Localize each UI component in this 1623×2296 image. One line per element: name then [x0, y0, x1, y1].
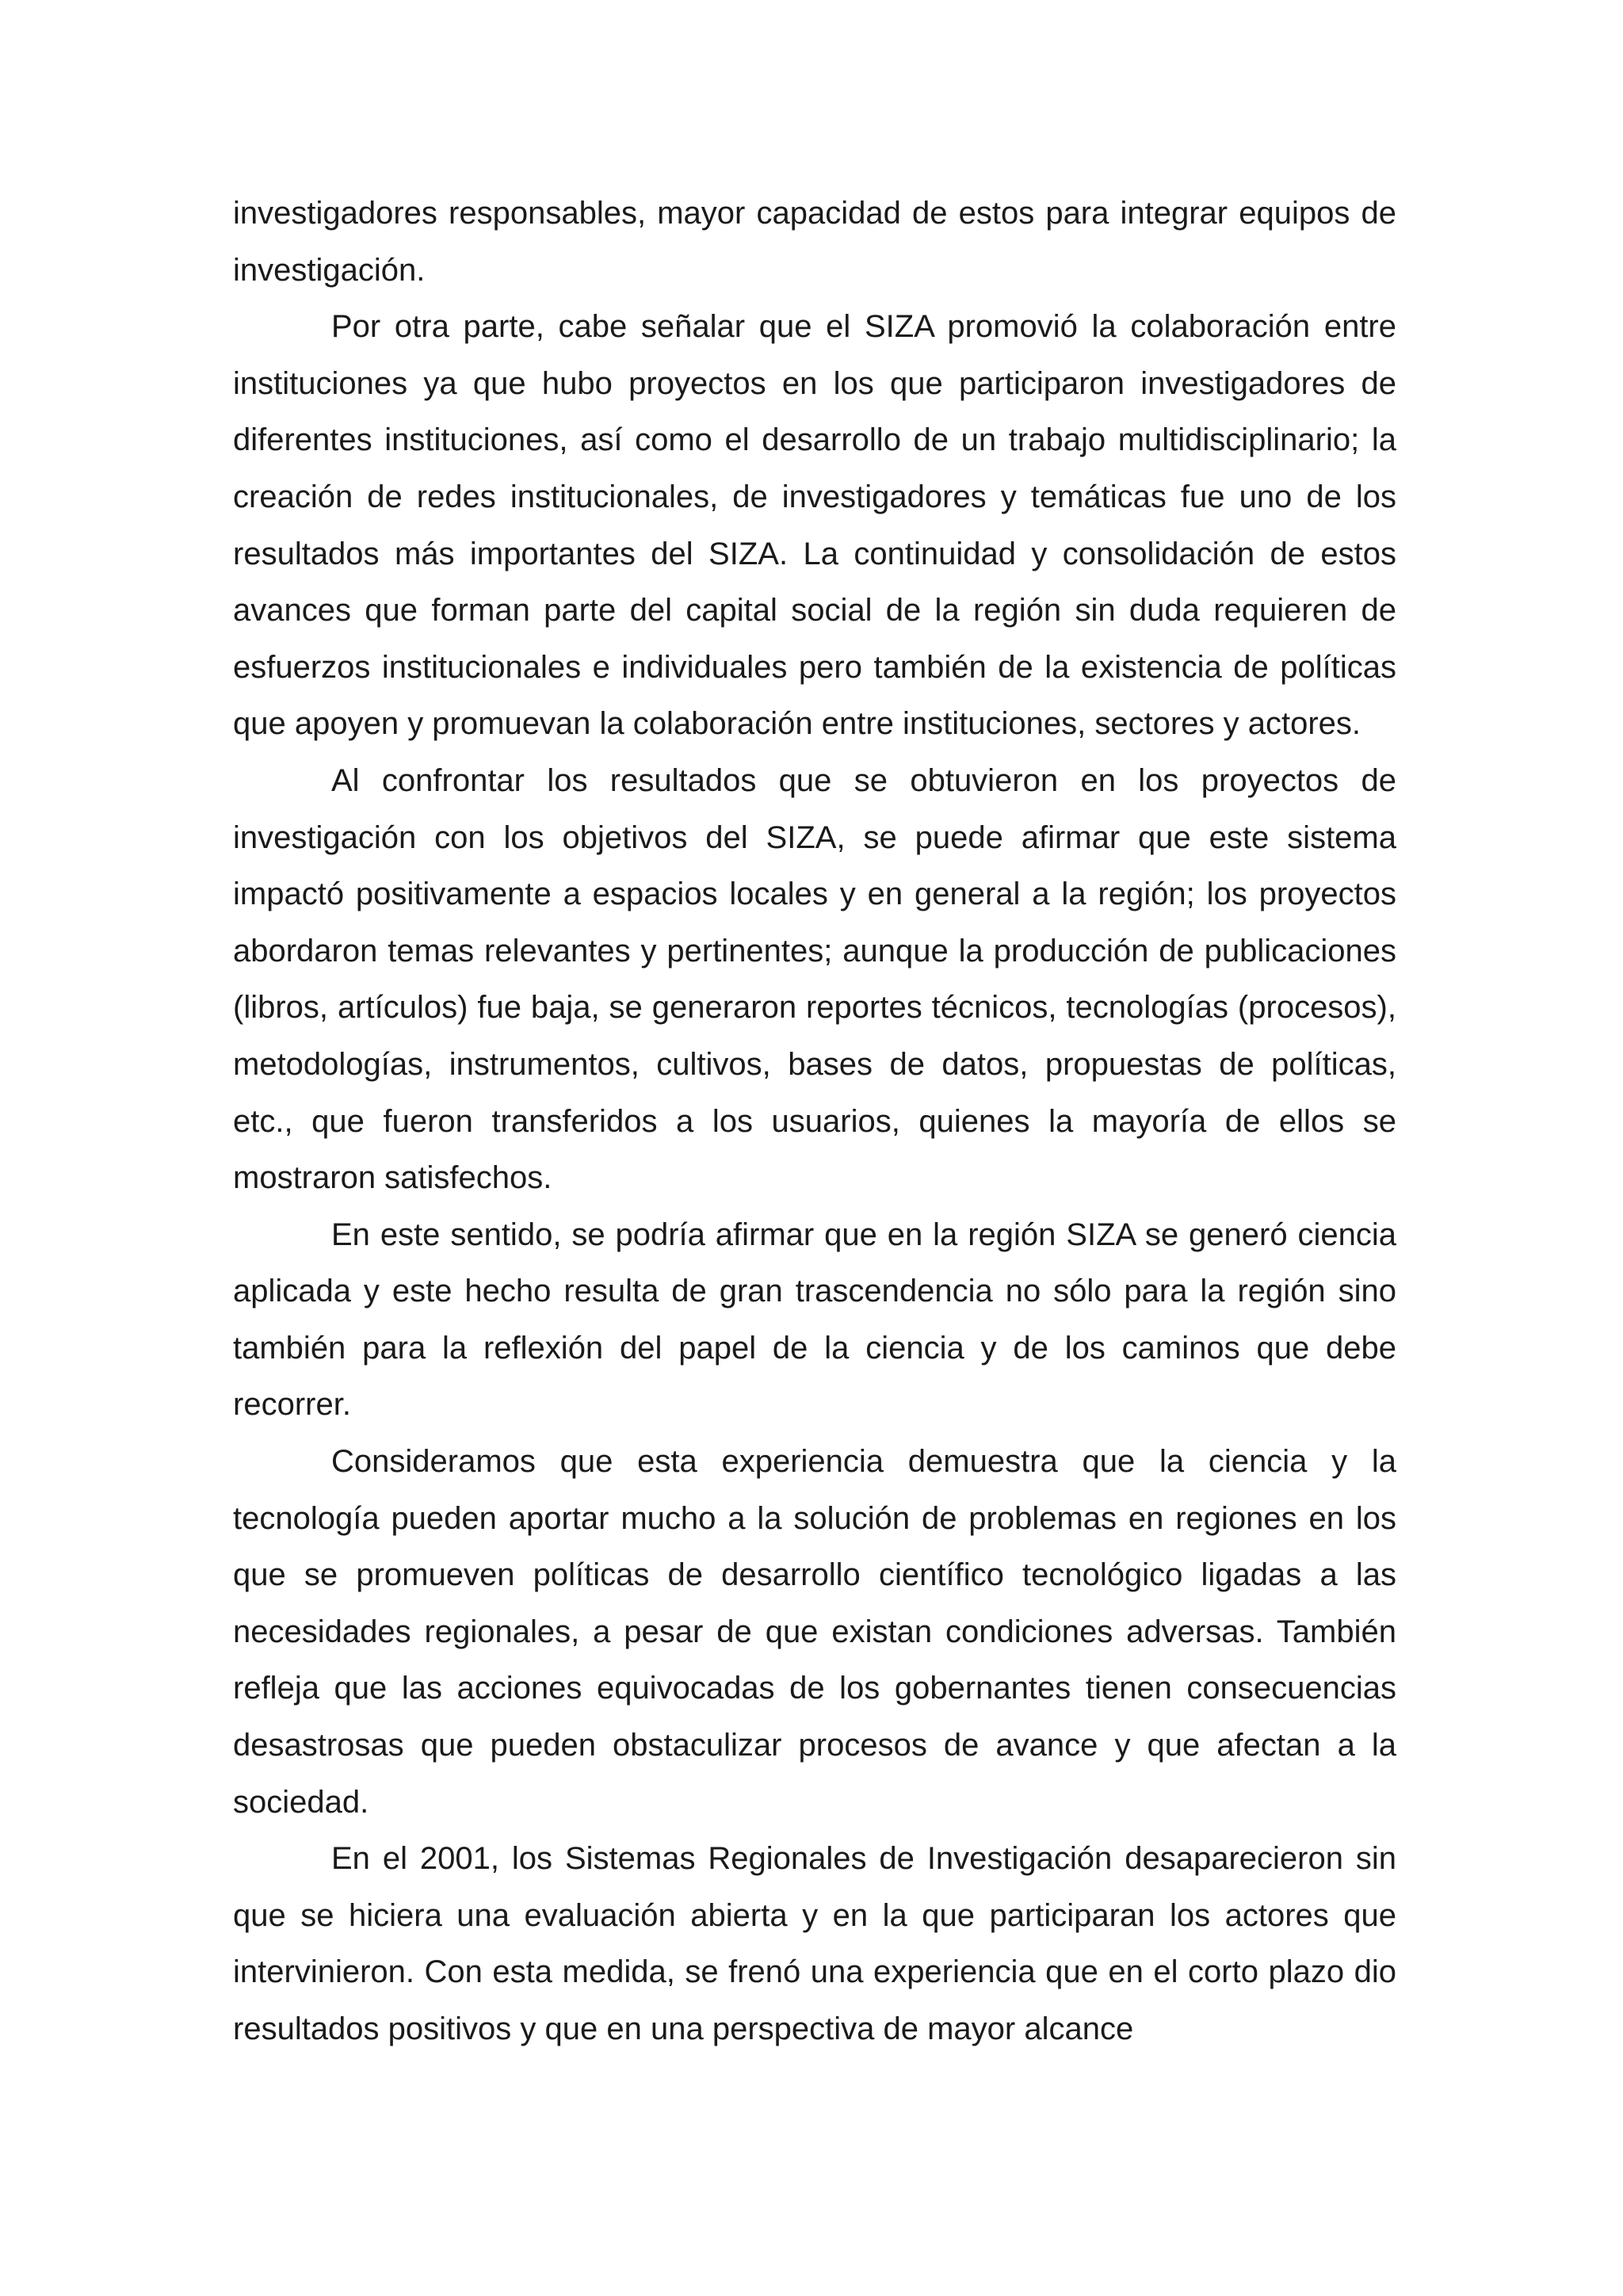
body-text — [233, 185, 1396, 2058]
paragraph-6: En el 2001, los Sistemas Regionales de Investigación desaparecieron sin que se hiciera una evaluación abierta y en la que participaran los actores que intervinieron. Con esta medida, se frenó una experiencia que en el corto plazo dio resultados positivos y que en una perspectiva de mayor alcance — [233, 1841, 1396, 2046]
paragraph-3: Al confrontar los resultados que se obtuvieron en los proyectos de investigación con los objetivos del SIZA, se puede afirmar que este sistema impactó positivamente a espacios locales y en general a la región; los proyectos abordaron temas relevantes y pertinentes; aunque la producción de publicaciones (libros, artículos) fue baja, se generaron reportes técnicos, tecnologías (procesos), metodologías, instrumentos, cultivos, bases de datos, propuestas de políticas, etc., que fueron transferidos a los usuarios, quienes la mayoría de ellos se mostraron satisfechos. — [233, 762, 1396, 1196]
paragraph-4: En este sentido, se podría afirmar que en la región SIZA se generó ciencia aplicada y este hecho resulta de gran trascendencia no sólo para la región sino también para la reflexión del papel de la ciencia y de los caminos que debe recorrer. — [233, 1217, 1396, 1423]
paragraph-5: Consideramos que esta experiencia demuestra que la ciencia y la tecnología pueden aportar mucho a la solución de problemas en regiones en los que se promueven políticas de desarrollo científico tecnológico ligadas a las necesidades regionales, a pesar de que existan condiciones adversas. También refleja que las acciones equivocadas de los gobernantes tienen consecuencias desastrosas que pueden obstaculizar procesos de avance y que afectan a la sociedad. — [233, 1444, 1396, 1820]
paragraph-2: Por otra parte, cabe señalar que el SIZA promovió la colaboración entre instituciones ya que hubo proyectos en los que participaron investigadores de diferentes instituciones, así como el desarrollo de un trabajo multidisciplinario; la creación de redes institucionales, de investigadores y temáticas fue uno de los resultados más importantes del SIZA. La continuidad y consolidación de estos avances que forman parte del capital social de la región sin duda requieren de esfuerzos institucionales e individuales pero también de la existencia de políticas que apoyen y promuevan la colaboración entre instituciones, sectores y actores. — [233, 309, 1396, 742]
paragraph-1: investigadores responsables, mayor capacidad de estos para integrar equipos de investigación. — [233, 196, 1396, 288]
